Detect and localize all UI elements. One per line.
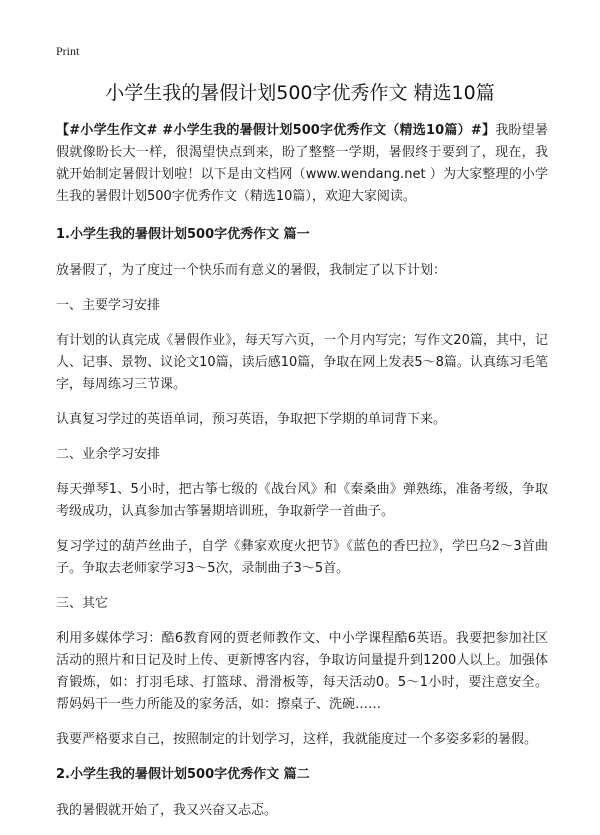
paragraph: 我的暑假就开始了，我又兴奋又忐忑。 — [56, 803, 278, 818]
section-1-heading: 1.小学生我的暑假计划500字优秀作文 篇一 — [56, 227, 310, 242]
subheading-other: 三、其它 — [56, 596, 109, 611]
paragraph: 认真复习学过的英语单词，预习英语，争取把下学期的单词背下来。 — [56, 412, 447, 427]
print-label[interactable]: Print — [56, 44, 80, 58]
document-body — [56, 120, 548, 835]
section-2-heading: 2.小学生我的暑假计划500字优秀作文 篇二 — [56, 767, 310, 782]
paragraph: 利用多媒体学习：酷6教育网的贾老师教作文、中小学课程酷6英语。我要把参加社区活动的照片和日记及时上传、更新博客内容，争取访问量提升到1200人以上。加强体育锻炼，如：打羽毛球、打篮球、滑滑板等，每天活动0。5～1小时，要注意安全。帮妈妈干一些力所能及的家务活，如：擦桌子、洗碗…… — [56, 631, 548, 712]
paragraph: 每天弹琴1、5小时，把古筝七级的《战台风》和《秦桑曲》弹熟练，准备考级，争取考级成功，认真参加古筝暑期培训班，争取新学一首曲子。 — [56, 482, 548, 519]
subheading-study: 一、主要学习安排 — [56, 298, 161, 313]
paragraph: 有计划的认真完成《暑假作业》，每天写六页，一个月内写完；写作文20篇，其中，记人、记事、景物、议论文10篇，读后感10篇，争取在网上发表5～8篇。认真练习毛笔字，每周练习三节课。 — [56, 333, 548, 392]
intro-paragraph — [56, 120, 548, 208]
hashtag-label: 【#小学生作文# #小学生我的暑假计划500字优秀作文（精选10篇）#】 — [56, 123, 496, 138]
subheading-leisure: 二、业余学习安排 — [56, 447, 161, 462]
paragraph: 复习学过的葫芦丝曲子，自学《彝家欢度火把节》《蓝色的香巴拉》，学巴乌2～3首曲子。争取去老师家学习3～5次，录制曲子3～5首。 — [56, 539, 548, 576]
document-title: 小学生我的暑假计划500字优秀作文 精选10篇 — [105, 82, 495, 104]
intro-text: 我盼望暑假就像盼长大一样，很渴望快点到来，盼了整整一学期，暑假终于要到了，现在，我就开始制定暑假计划啦！以下是由文档网（www.wendang.net ）为大家整理的小学生我的暑假计划500字优秀作文（精选10篇），欢迎大家阅读。 — [56, 123, 548, 204]
paragraph: 放暑假了，为了度过一个快乐而有意义的暑假，我制定了以下计划： — [56, 263, 447, 278]
paragraph: 我要严格要求自己，按照制定的计划学习，这样，我就能度过一个多姿多彩的暑假。 — [56, 732, 538, 747]
